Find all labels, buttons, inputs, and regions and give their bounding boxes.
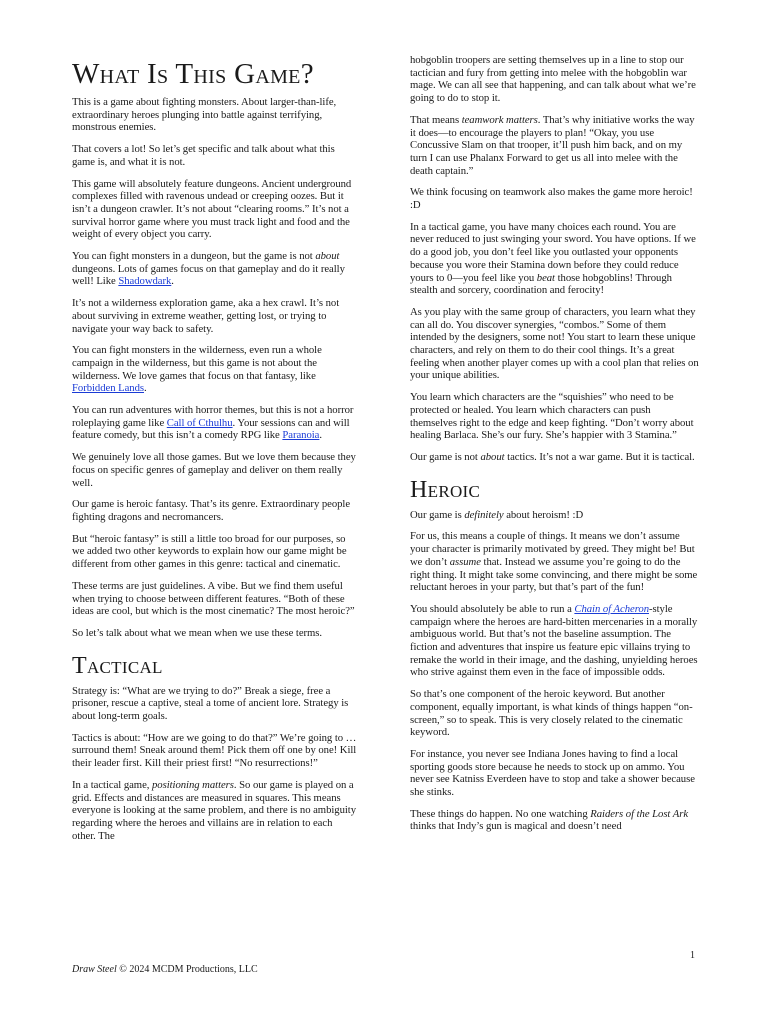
paragraph: Strategy is: “What are we trying to do?” Break a siege, free a prisoner, rescue a captive, steal a tome of ancient lore. Strategy is about long-term goals. [72, 684, 349, 723]
paragraph: For instance, you never see Indiana Jones having to find a local sporting goods store because he needs to stock up on ammo. You never see Katniss Everdeen have to stop and take a shower because she stinks. [410, 747, 695, 799]
left-column [72, 0, 358, 851]
paragraph: In a tactical game, positioning matters. So our game is played on a grid. Effects and distances are measured in squares. This means everyone is looking at the same problem, and there is no ambiguity regarding where the heroes and villains are in relation to each other. The [72, 778, 357, 842]
page-title: What Is This Game? [72, 58, 314, 90]
paragraph: Our game is not about tactics. It’s not a war game. But it is tactical. [410, 450, 695, 463]
paragraph: You learn which characters are the “squishies” who need to be protected or healed. You learn which characters can push themselves right to the edge and keep fighting. “Don’t worry about healing Barlaca. She’s our fury. She’s happier with 3 Stamina.” [410, 391, 694, 442]
heroic-heading: Heroic [410, 476, 481, 503]
footer-brand: Draw Steel [72, 964, 117, 975]
paragraph: So let’s talk about what we mean when we use these terms. [72, 626, 323, 639]
paragraph: You can fight monsters in the wilderness, even run a whole campaign in the wilderness, but this game is not about the wilderness. We love games that focus on that fantasy, like Forbidden Lands. [72, 344, 322, 395]
paragraph: That means teamwork matters. That’s why initiative works the way it does—to encourage the players to plan! “Okay, you use Concussive Slam on that trooper, it’ll push him back, and on my turn I can use Phalanx Forward to get us all into melee with the death captain.” [410, 113, 695, 177]
tactical-heading: Tactical [72, 652, 163, 679]
paragraph: Our game is heroic fantasy. That’s its genre. Extraordinary people fighting dragons and necromancers. [72, 498, 351, 523]
chain-of-acheron-link[interactable]: Chain of Acheron [574, 602, 649, 615]
paragraph: We think focusing on teamwork also makes the game more heroic! :D [410, 186, 693, 212]
paragraph: You can fight monsters in a dungeon, but the game is not about dungeons. Lots of games focus on that gameplay and do it really well! Like Shadowdark. [72, 250, 345, 288]
paragraph: In a tactical game, you have many choices each round. You are never reduced to just swinging your sword. You have options. If we do a good job, you don’t feel like you outlasted your opponents because you wore their Stamina down before they could reduce yours to 0—you feel like you beat those hobgoblins! Through stealth and sorcery, coordination and ferocity! [410, 220, 696, 297]
paranoia-link[interactable]: Paranoia [282, 429, 320, 442]
paragraph: This is a game about fighting monsters. About larger-than-life, extraordinary heroes plunging into battle against terrifying, monstrous enemies. [72, 96, 337, 134]
paragraph: For us, this means a couple of things. It means we don’t assume your character is primarily motivated by greed. They might be! But we don’t assume that. Instead we assume you’re going to do the right thing. It might take some convincing, and there might be some reluctant heroes in your party, but that’s part of the fun! [410, 530, 698, 594]
paragraph: It’s not a wilderness exploration game, aka a hex crawl. It’s not about surviving in extreme weather, getting lost, or trying to navigate your way back to safety. [72, 297, 340, 335]
right-column [410, 0, 700, 842]
call-of-cthulhu-link[interactable]: Call of Cthulhu [166, 416, 233, 429]
paragraph: These terms are just guidelines. A vibe. But we find them useful when trying to choose between different features. “Both of these ideas are cool, but which is the most cinematic? The most heroic?” [72, 579, 355, 618]
paragraph: You should absolutely be able to run a Chain of Acheron-style campaign where the heroes are hard-bitten mercenaries in a morally ambiguous world. But that’s not the baseline assumption. The fiction and adventures that inspire us feature epic villains trying to remake the world in their image, and the dashing, unyielding heroes who strive against them even in the face of impossible odds. [410, 602, 698, 679]
paragraph: Tactics is about: “How are we going to do that?” We’re going to … surround them! Sneak around them! Pick them off one by one! Kill their leader first. Kill their priest first! “No resurrections!” [72, 731, 357, 770]
paragraph: These things do happen. No one watching Raiders of the Lost Ark thinks that Indy’s gun is magical and doesn’t need [410, 807, 689, 833]
forbidden-lands-link[interactable]: Forbidden Lands [72, 382, 144, 395]
page-number: 1 [690, 950, 695, 961]
paragraph: But “heroic fantasy” is still a little too broad for our purposes, so we added two other keywords to explain how our game might be different from other games in this genre: tactical and cinematic. [72, 532, 347, 571]
paragraph: As you play with the same group of characters, you learn what they can all do. You discover synergies, “combos.” Some of them intended by the designers, some not! You start to learn these unique characters, and rely on them to do their cool things. It’s a great feeling when another player comes up with a cool plan that relies on your unique abilities. [410, 305, 699, 382]
paragraph: That covers a lot! So let’s get specific and talk about what this game is, and what it is not. [72, 143, 335, 168]
shadowdark-link[interactable]: Shadowdark [118, 275, 172, 288]
paragraph: This game will absolutely feature dungeons. Ancient underground complexes filled with ravenous undead or creeping oozes. But it isn’t a dungeon crawler. It’s not about “clearing rooms.” It’s not a survival horror game where you must track light and food and the weight of every object you carry. [72, 177, 352, 241]
paragraph: Our game is definitely about heroism! :D [410, 508, 584, 521]
paragraph: So that’s one component of the heroic keyword. But another component, equally important, is what kinds of things happen “on-screen,” so to speak. This is very closely related to the cinematic keyword. [410, 688, 693, 739]
paragraph: You can run adventures with horror themes, but this is not a horror roleplaying game like Call of Cthulhu. Your sessions can and will feature comedy, but this isn’t a comedy RPG like Paranoia. [72, 404, 354, 442]
paragraph: hobgoblin troopers are setting themselves up in a line to stop our tactician and fury from getting into melee with the hobgoblin war mage. We can all see that happening, and can talk about what we’re going to do to stop it. [410, 54, 696, 105]
footer-copyright: Draw Steel © 2024 MCDM Productions, LLC [72, 964, 258, 975]
paragraph: We genuinely love all those games. But we love them because they focus on specific genres of gameplay and deliver on them really well. [72, 451, 356, 489]
